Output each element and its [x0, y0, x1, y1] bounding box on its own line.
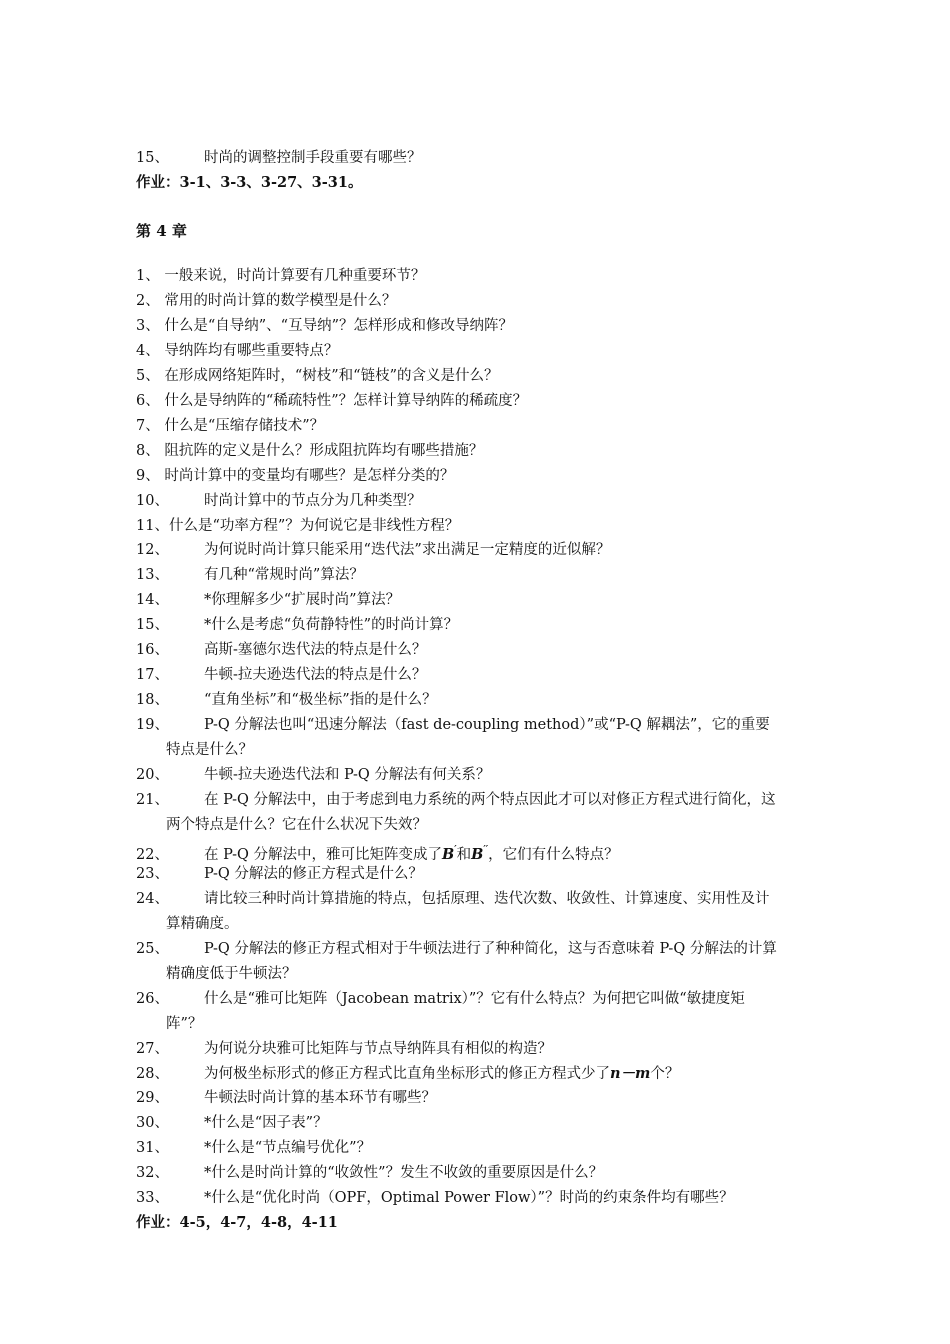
- question-number: 22、: [136, 847, 169, 863]
- question-text: [204, 847, 619, 863]
- question-number: 32、: [136, 1165, 169, 1181]
- question-29: [136, 1086, 860, 1111]
- question-17: [136, 663, 860, 688]
- question-number: 26、: [136, 991, 169, 1007]
- question-text: *什么是时尚计算的“收敛性”？发生不收敛的重要原因是什么？: [204, 1165, 604, 1181]
- question-text-post: ，它们有什么特点？: [488, 847, 619, 863]
- question-7: 7、 什么是“压缩存储技术”？: [136, 418, 325, 434]
- question-number: 21、: [136, 792, 169, 808]
- question-number: 12、: [136, 542, 169, 558]
- question-10: [136, 489, 860, 514]
- question-30: [136, 1111, 860, 1136]
- homework-ch4: 作业：4-5，4-7，4-8，4-11: [136, 1214, 338, 1231]
- question-28: [136, 1062, 860, 1087]
- question-text: “直角坐标”和“极坐标”指的是什么？: [204, 692, 437, 708]
- question-16: [136, 638, 860, 663]
- question-text: *什么是考虑“负荷静特性”的时尚计算？: [204, 617, 459, 633]
- question-text: [204, 1066, 679, 1082]
- chapter-heading: 第 4 章: [136, 222, 187, 240]
- question-33: [136, 1186, 860, 1211]
- question-text: 牛顿-拉夫逊迭代法的特点是什么？: [204, 667, 427, 683]
- question-32: [136, 1161, 860, 1186]
- math-b-prime: [442, 846, 457, 863]
- question-27: [136, 1037, 860, 1062]
- question-number: 31、: [136, 1140, 169, 1156]
- question-5: 5、 在形成网络矩阵时，“树枝”和“链枝”的含义是什么？: [136, 368, 499, 384]
- question-text: 牛顿-拉夫逊迭代法和 P-Q 分解法有何关系？: [204, 767, 491, 783]
- question-24: [136, 887, 860, 912]
- question-text: *什么是“节点编号优化”？: [204, 1140, 372, 1156]
- question-number: 25、: [136, 941, 169, 957]
- question-12: [136, 538, 860, 563]
- question-number: 28、: [136, 1066, 169, 1082]
- question-text: 为何说分块雅可比矩阵与节点导纳阵具有相似的构造？: [204, 1041, 552, 1057]
- question-8: 8、 阻抗阵的定义是什么？形成阻抗阵均有哪些措施？: [136, 443, 484, 459]
- question-text: 高斯-塞德尔迭代法的特点是什么？: [204, 642, 427, 658]
- question-15-prev: [136, 146, 860, 171]
- question-number: 29、: [136, 1090, 169, 1106]
- question-number: 24、: [136, 891, 169, 907]
- question-18: [136, 688, 860, 713]
- question-31: [136, 1136, 860, 1161]
- question-text: 为何说时尚计算只能采用“迭代法”求出满足一定精度的近似解？: [204, 542, 611, 558]
- question-25: [136, 937, 860, 962]
- question-3: 3、 什么是“自导纳”、“互导纳”？怎样形成和修改导纳阵？: [136, 318, 513, 334]
- question-11: 11、什么是“功率方程”？为何说它是非线性方程？: [136, 518, 460, 534]
- question-text-pre: 在 P-Q 分解法中，雅可比矩阵变成了: [204, 847, 442, 863]
- question-text-mid: 和: [456, 847, 472, 863]
- question-number: 30、: [136, 1115, 169, 1131]
- question-9: 9、 时尚计算中的变量均有哪些？是怎样分类的？: [136, 468, 455, 484]
- question-19: [136, 713, 860, 738]
- question-number: 20、: [136, 767, 169, 783]
- question-text: 什么是“雅可比矩阵（Jacobean matrix）”？它有什么特点？为何把它叫做“敏捷度矩: [204, 991, 745, 1007]
- question-text: 牛顿法时尚计算的基本环节有哪些？: [204, 1090, 436, 1106]
- question-number: 13、: [136, 567, 169, 583]
- question-text: *什么是“优化时尚（OPF，Optimal Power Flow）”？时尚的约束条件均有哪些？: [204, 1190, 734, 1206]
- question-1: 1、 一般来说，时尚计算要有几种重要环节？: [136, 268, 426, 284]
- question-number: 16、: [136, 642, 169, 658]
- question-text-post: 个？: [650, 1066, 680, 1082]
- question-text: P-Q 分解法也叫“迅速分解法（fast de-coupling method）”或“P-Q 解耦法”，它的重要: [204, 717, 770, 733]
- question-number: 15、: [136, 150, 169, 166]
- math-b-double-prime: [471, 846, 488, 863]
- math-b: B: [441, 846, 455, 863]
- question-number: 10、: [136, 493, 169, 509]
- prime-mark: ′: [454, 845, 457, 855]
- question-text: *你理解多少“扩展时尚”算法？: [204, 592, 401, 608]
- question-number: 18、: [136, 692, 169, 708]
- question-23: [136, 862, 860, 887]
- question-number: 23、: [136, 866, 169, 882]
- question-number: 33、: [136, 1190, 169, 1206]
- question-6: 6、 什么是导纳阵的“稀疏特性”？怎样计算导纳阵的稀疏度？: [136, 393, 528, 409]
- question-13: [136, 563, 860, 588]
- question-number: 19、: [136, 717, 169, 733]
- question-text: 时尚的调整控制手段重要有哪些？: [204, 150, 422, 166]
- question-text: 在 P-Q 分解法中，由于考虑到电力系统的两个特点因此才可以对修正方程式进行简化，这: [204, 792, 776, 808]
- question-text: 有几种“常规时尚”算法？: [204, 567, 364, 583]
- question-number: 17、: [136, 667, 169, 683]
- math-n-minus-m: n－m: [610, 1065, 651, 1082]
- question-number: 15、: [136, 617, 169, 633]
- question-21: [136, 788, 860, 813]
- question-26-continuation: 阵”？: [166, 1016, 203, 1032]
- question-21-continuation: 两个特点是什么？它在什么状况下失效？: [166, 817, 427, 833]
- question-4: 4、 导纳阵均有哪些重要特点？: [136, 343, 339, 359]
- question-text: P-Q 分解法的修正方程式是什么？: [204, 866, 423, 882]
- question-number: 27、: [136, 1041, 169, 1057]
- question-26: [136, 987, 860, 1012]
- question-text: *什么是“因子表”？: [204, 1115, 328, 1131]
- question-text: 请比较三种时尚计算措施的特点，包括原理、迭代次数、收敛性、计算速度、实用性及计: [204, 891, 770, 907]
- question-number: 14、: [136, 592, 169, 608]
- question-15: [136, 613, 860, 638]
- question-20: [136, 763, 860, 788]
- question-text-pre: 为何极坐标形式的修正方程式比直角坐标形式的修正方程式少了: [204, 1066, 610, 1082]
- question-2: 2、 常用的时尚计算的数学模型是什么？: [136, 293, 397, 309]
- double-prime-mark: ′′: [483, 845, 489, 855]
- question-25-continuation: 精确度低于牛顿法？: [166, 966, 297, 982]
- question-text: P-Q 分解法的修正方程式相对于牛顿法进行了种种简化，这与否意味着 P-Q 分解法的计算: [204, 941, 777, 957]
- question-text: 时尚计算中的节点分为几种类型？: [204, 493, 422, 509]
- question-14: [136, 588, 860, 613]
- homework-ch3: 作业：3-1、3-3、3-27、3-31。: [136, 174, 363, 191]
- question-19-continuation: 特点是什么？: [166, 742, 253, 758]
- question-24-continuation: 算精确度。: [166, 916, 239, 932]
- math-b: B: [471, 846, 484, 863]
